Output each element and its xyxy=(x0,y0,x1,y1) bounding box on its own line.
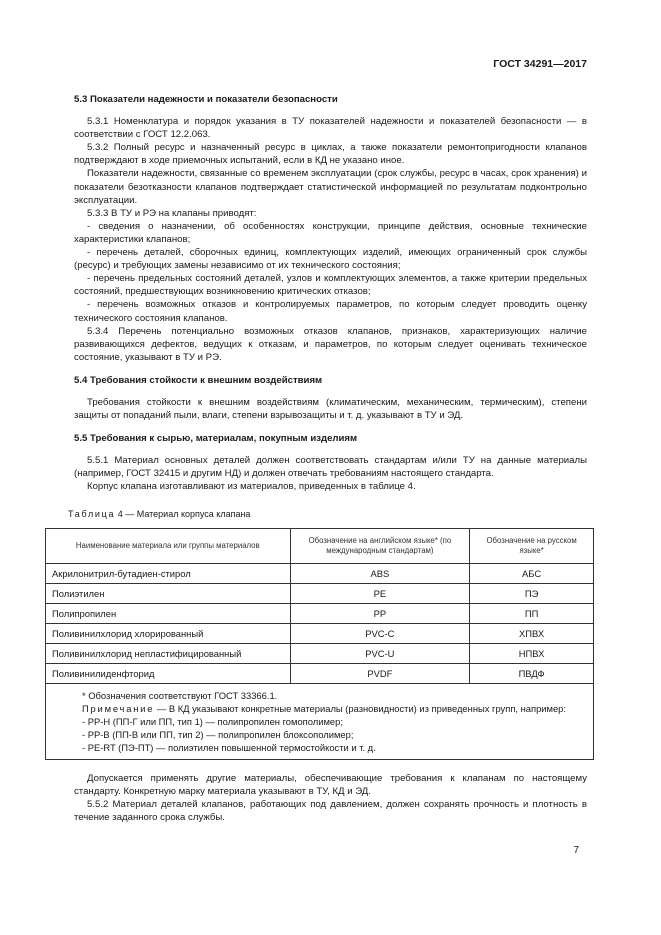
english-code-cell: PVC-C xyxy=(290,623,470,643)
after-table-text xyxy=(74,772,587,824)
table-caption xyxy=(68,508,587,521)
column-header-russian: Обозначение на русском языке* xyxy=(470,528,594,563)
note-item: - PP-H (ПП-Г или ПП, тип 1) — полипропилен гомополимер; xyxy=(82,715,343,727)
section-5-4-title: 5.4 Требования стойкости к внешним воздействиям xyxy=(74,374,323,386)
paragraph: 5.5.2 Материал деталей клапанов, работающих под давлением, должен сохранять прочность и плотность в течение заданного срока службы. xyxy=(74,798,587,823)
note-text: — В КД указывают конкретные материалы (разновидности) из приведенных групп, например: xyxy=(154,702,567,714)
english-code-cell: PP xyxy=(290,603,470,623)
russian-code-cell: ПВДФ xyxy=(470,663,594,683)
list-item: - сведения о назначении, об особенностях конструкции, принципе действия, основные технические характеристики клапанов; xyxy=(74,220,587,245)
table-footnote: * Обозначения соответствуют ГОСТ 33366.1. xyxy=(82,689,278,701)
section-5-5-title: 5.5 Требования к сырью, материалам, покупным изделиям xyxy=(74,433,358,445)
document-header: ГОСТ 34291—2017 xyxy=(493,58,587,70)
material-name-cell: Поливинилиденфторид xyxy=(46,663,291,683)
note-item: - PP-B (ПП-В или ПП, тип 2) — полипропилен блоксополимер; xyxy=(82,728,354,740)
column-header-material: Наименование материала или группы материалов xyxy=(46,528,291,563)
table-row xyxy=(46,623,594,643)
table-caption-label: Таблица xyxy=(68,508,116,519)
note-item: - PE-RT (ПЭ-ПТ) — полиэтилен повышенной термостойкости и т. д. xyxy=(82,741,376,753)
paragraph: Показатели надежности, связанные со временем эксплуатации (срок службы, ресурс в часах, срок хранения) и показатели безотказности клапанов подтверждает статистической информацией по результатам подконтрольно эксплуатации. xyxy=(74,168,587,206)
page-number: 7 xyxy=(573,845,579,856)
paragraph: 5.3.2 Полный ресурс и назначенный ресурс в циклах, а также показатели ремонтопригодности клапанов подтверждают в ходе приемочных испытаний, если в КД не указано иное. xyxy=(74,142,587,167)
russian-code-cell: ХПВХ xyxy=(470,623,594,643)
page-content xyxy=(52,89,587,824)
list-item: - перечень возможных отказов и контролируемых параметров, по которым следует проводить оценку технического состояния клапанов. xyxy=(74,299,587,324)
section-5-4 xyxy=(74,374,587,422)
paragraph: Требования стойкости к внешним воздействиям (климатическим, механическим, термическим), степени защиты от попаданий пыли, влаги, степени взрывозащиты и т. д. указывают в ТУ и ЭД. xyxy=(74,396,587,422)
section-5-3-title: 5.3 Показатели надежности и показатели безопасности xyxy=(74,94,338,105)
english-code-cell: PE xyxy=(290,583,470,603)
table-header-row xyxy=(46,528,594,563)
paragraph: 5.3.1 Номенклатура и порядок указания в ТУ показателей надежности и показателей безопасности — в соответствии с ГОСТ 12.2.063. xyxy=(74,116,587,141)
material-name-cell: Полиэтилен xyxy=(46,583,291,603)
table-caption-text: 4 — Материал корпуса клапана xyxy=(117,508,251,519)
table-note xyxy=(82,702,583,715)
russian-code-cell: НПВХ xyxy=(470,643,594,663)
paragraph: 5.5.1 Материал основных деталей должен соответствовать стандартам и/или ТУ на данные материалы (например, ГОСТ 32415 и другим НД) и должен отвечать требованиям настоящего стандарта. xyxy=(74,455,587,480)
table-notes-row xyxy=(46,683,594,759)
section-5-5 xyxy=(52,432,587,824)
table-notes-cell xyxy=(46,683,594,759)
english-code-cell: ABS xyxy=(290,563,470,583)
paragraph: Допускается применять другие материалы, обеспечивающие требования к клапанам по настоящему стандарту. Конкретную марку материала указывают в ТУ, КД и ЭД. xyxy=(74,772,587,797)
material-name-cell: Акрилонитрил-бутадиен-стирол xyxy=(46,563,291,583)
column-header-english: Обозначение на английском языке* (по международным стандартам) xyxy=(290,528,470,563)
table-row xyxy=(46,583,594,603)
russian-code-cell: ПЭ xyxy=(470,583,594,603)
material-name-cell: Поливинилхлорид непластифицированный xyxy=(46,643,291,663)
english-code-cell: PVC-U xyxy=(290,643,470,663)
english-code-cell: PVDF xyxy=(290,663,470,683)
table-row xyxy=(46,603,594,623)
russian-code-cell: ПП xyxy=(470,603,594,623)
paragraph: 5.3.4 Перечень потенциально возможных отказов клапанов, признаков, характеризующих наличие развивающихся дефектов, ведущих к отказам, и параметров, по которым следует оценивать техническое состояние, указывают в ТУ и РЭ. xyxy=(74,325,587,363)
paragraph: 5.3.3 В ТУ и РЭ на клапаны приводят: xyxy=(87,207,257,219)
material-name-cell: Поливинилхлорид хлорированный xyxy=(46,623,291,643)
paragraph: Корпус клапана изготавливают из материалов, приведенных в таблице 4. xyxy=(87,481,416,493)
list-item: - перечень деталей, сборочных единиц, комплектующих изделий, имеющих ограниченный срок службы (ресурс) и требующих замены независимо от их технического состояния; xyxy=(74,247,587,272)
note-label: Примечание xyxy=(82,702,155,714)
table-row xyxy=(46,643,594,663)
table-row xyxy=(46,663,594,683)
list-item: - перечень предельных состояний деталей, узлов и комплектующих элементов, а также критерии предельных состояний, предшествующих возникновению критических отказов; xyxy=(74,273,587,298)
table-row xyxy=(46,563,594,583)
materials-table xyxy=(45,528,594,760)
material-name-cell: Полипропилен xyxy=(46,603,291,623)
russian-code-cell: АБС xyxy=(470,563,594,583)
section-5-3 xyxy=(74,93,587,364)
